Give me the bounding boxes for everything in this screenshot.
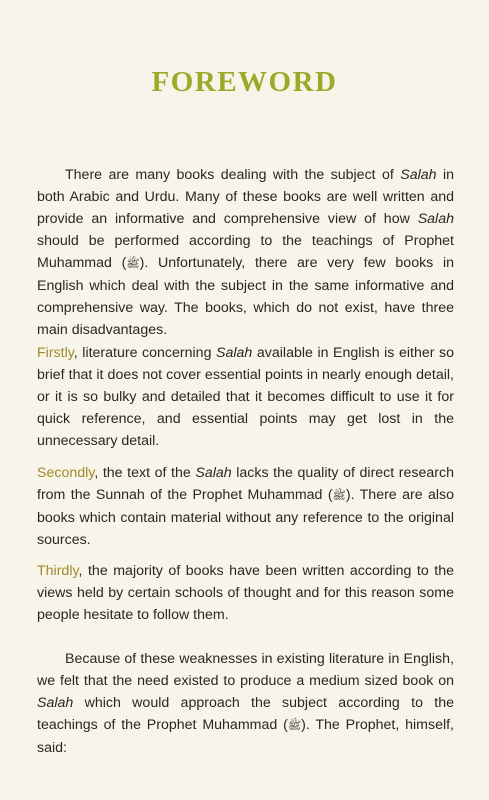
pbuh-symbol: ﷺ bbox=[332, 489, 346, 502]
italic-term: Salah bbox=[37, 695, 74, 711]
page-title: FOREWORD bbox=[151, 66, 338, 98]
text-span: , the text of the bbox=[94, 465, 196, 481]
paragraph-firstly bbox=[37, 342, 454, 452]
paragraph-thirdly bbox=[37, 560, 454, 626]
paragraph-conclusion bbox=[37, 648, 454, 759]
text-span: , literature concerning bbox=[73, 345, 217, 361]
text-span: There are many books dealing with the subject of bbox=[65, 167, 401, 183]
text-span: , the majority of books have been written according to the views held by certain schools of thought and for this reason some people hesitate to follow them. bbox=[37, 563, 454, 623]
pbuh-symbol: ﷺ bbox=[287, 719, 302, 732]
text-span: which would approach the subject according to the teachings of the Prophet Muhammad ( bbox=[37, 695, 454, 733]
text-span: ). There are also books which contain material without any reference to the original sources. bbox=[37, 487, 454, 548]
paragraph-intro bbox=[37, 164, 454, 341]
text-span: in both Arabic and Urdu. Many of these books are well written and provide an informative and comprehensive view of how bbox=[37, 167, 455, 227]
text-span: should be performed according to the teachings of Prophet Muhammad ( bbox=[37, 233, 454, 271]
lead-word: Thirdly bbox=[37, 563, 79, 579]
text-span: available in English is either so brief that it does not cover essential points in nearly enough detail, or it is so bulky and detailed that it becomes difficult to use it for quick reference, and essential points may get lost in the unnecessary detail. bbox=[37, 345, 455, 449]
italic-term: Salah bbox=[216, 345, 253, 361]
text-span: Because of these weaknesses in existing literature in English, we felt that the need existed to produce a medium sized book on bbox=[37, 651, 454, 689]
italic-term: Salah bbox=[417, 211, 454, 227]
paragraph-secondly bbox=[37, 462, 454, 551]
text-span: ). The Prophet, himself, said: bbox=[37, 717, 454, 756]
text-span: lacks the quality of direct research from the Sunnah of the Prophet Muhammad ( bbox=[37, 465, 455, 503]
italic-term: Salah bbox=[195, 465, 232, 481]
pbuh-symbol: ﷺ bbox=[126, 257, 140, 270]
lead-word: Secondly bbox=[37, 465, 95, 481]
text-span: ). Unfortunately, there are very few books in English which deal with the subject in the same informative and comprehensive way. The books, which do not exist, have three main disadvantages. bbox=[37, 255, 455, 338]
italic-term: Salah bbox=[400, 167, 437, 183]
lead-word: Firstly bbox=[37, 345, 74, 361]
